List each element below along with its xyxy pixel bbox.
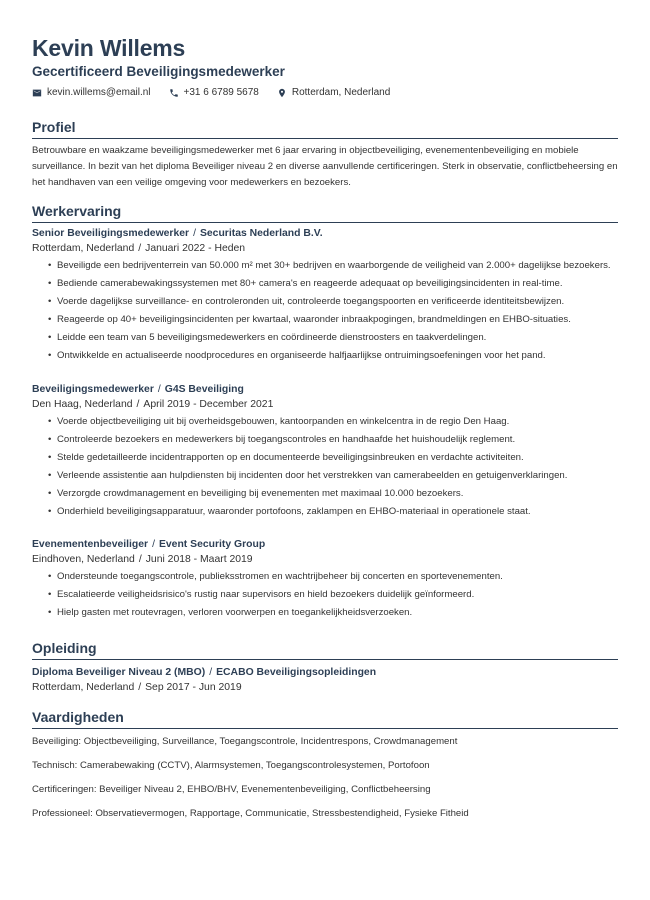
resume-page xyxy=(32,0,618,820)
map-pin-icon xyxy=(277,88,287,98)
job-bullet: • Verzorgde crowdmanagement en beveiliging bij evenementen met maximaal 10.000 bezoekers. xyxy=(48,487,618,501)
section-title-skills: Vaardigheden xyxy=(32,709,618,729)
education-school: ECABO Beveiligingsopleidingen xyxy=(216,667,377,678)
skill-line: Certificeringen: Beveiliger Niveau 2, EHBO/BHV, Evenementenbeveiliging, Conflictbeheersing xyxy=(32,784,431,795)
job-meta: Eindhoven, Nederland / Juni 2018 - Maart 2019 xyxy=(32,553,253,565)
section-title-profile: Profiel xyxy=(32,119,618,139)
profile-summary: Betrouwbare en waakzame beveiligingsmedewerker met 6 jaar ervaring in objectbeveiliging, evenementenbeveiliging en mobiele surveillance. In bezit van het diploma Beveiliger niveau 2 en diverse aanvullende certificeringen. Sterk in observatie, conflictbeheersing en het handhaven van een veilige omgeving voor medewerkers en bezoekers. xyxy=(32,145,618,188)
contact-phone-text: +31 6 6789 5678 xyxy=(183,87,259,98)
job-bullet: • Reageerde op 40+ beveiligingsincidenten per kwartaal, waaronder inbraakpogingen, brandmeldingen en EHBO-situaties. xyxy=(48,313,618,327)
candidate-headline: Gecertificeerd Beveiligingsmedewerker xyxy=(32,64,285,79)
job-location: Rotterdam, Nederland xyxy=(32,243,135,255)
job-period: Januari 2022 - Heden xyxy=(145,243,246,255)
job-bullets xyxy=(32,570,618,620)
job-meta: Rotterdam, Nederland / Januari 2022 - Heden xyxy=(32,243,246,255)
job-bullet: • Voerde dagelijkse surveillance- en controleronden uit, controleerde toegangspoorten en verificeerde identiteitsbewijzen. xyxy=(48,295,618,309)
job-period: April 2019 - December 2021 xyxy=(143,398,274,410)
skill-line: Professioneel: Observatievermogen, Rapportage, Communicatie, Stressbestendigheid, Fysieke Fitheid xyxy=(32,808,469,819)
job-bullet: • Leidde een team van 5 beveiligingsmedewerkers en coördineerde dienstroosters en taakverdelingen. xyxy=(48,331,618,345)
contact-email[interactable] xyxy=(32,87,151,99)
job-bullets xyxy=(32,259,618,363)
job-entry xyxy=(32,383,618,519)
skills-section xyxy=(32,709,618,820)
education-header: Diploma Beveiliger Niveau 2 (MBO) / ECABO Beveiligingsopleidingen xyxy=(32,667,377,678)
job-company: Securitas Nederland B.V. xyxy=(199,228,323,240)
profile-section xyxy=(32,119,618,190)
section-title-experience: Werkervaring xyxy=(32,203,618,223)
job-bullet: • Voerde objectbeveiliging uit bij overheidsgebouwen, kantoorpanden en winkelcentra in de regio Den Haag. xyxy=(48,415,618,429)
job-bullet: • Onderhield beveiligingsapparatuur, waaronder portofoons, zaklampen en EHBO-materiaal in operationele staat. xyxy=(48,505,618,519)
job-bullet: • Ondersteunde toegangscontrole, publieksstromen en wachtrijbeheer bij concerten en sportevenementen. xyxy=(48,570,618,584)
job-bullets xyxy=(32,415,618,519)
skill-line: Beveiliging: Objectbeveiliging, Surveillance, Toegangscontrole, Incidentrespons, Crowdmanagement xyxy=(32,736,458,747)
job-header: Senior Beveiligingsmedewerker / Securitas Nederland B.V. xyxy=(32,228,323,240)
job-role: Senior Beveiligingsmedewerker xyxy=(32,228,190,240)
job-bullet: • Hielp gasten met routevragen, verloren voorwerpen en toegankelijkheidsverzoeken. xyxy=(48,606,618,620)
job-header: Evenementenbeveiliger / Event Security Group xyxy=(32,538,266,550)
contact-location-text: Rotterdam, Nederland xyxy=(291,87,391,98)
education-degree: Diploma Beveiliger Niveau 2 (MBO) xyxy=(32,667,206,678)
contact-email-text: kevin.willems@email.nl xyxy=(47,87,151,98)
job-bullet: • Verleende assistentie aan hulpdiensten bij incidenten door het verstrekken van camerabeelden en getuigenverklaringen. xyxy=(48,469,618,483)
contact-bar xyxy=(32,87,618,99)
contact-phone[interactable] xyxy=(169,87,259,99)
education-meta: Rotterdam, Nederland / Sep 2017 - Jun 2019 xyxy=(32,682,242,693)
job-location: Eindhoven, Nederland xyxy=(32,553,135,565)
phone-icon xyxy=(169,88,179,98)
education-section xyxy=(32,640,618,695)
job-bullet: • Stelde gedetailleerde incidentrapporten op en documenteerde beveiligingsinbreuken en verdachte activiteiten. xyxy=(48,451,618,465)
candidate-name: Kevin Willems xyxy=(32,35,186,61)
job-role: Evenementenbeveiliger xyxy=(32,538,149,550)
job-bullet: • Controleerde bezoekers en medewerkers bij toegangscontroles en handhaafde het huishoudelijk reglement. xyxy=(48,433,618,447)
education-entry xyxy=(32,666,618,695)
job-period: Juni 2018 - Maart 2019 xyxy=(145,553,253,565)
job-entry xyxy=(32,538,618,620)
skill-line: Technisch: Camerabewaking (CCTV), Alarmsystemen, Toegangscontrolesystemen, Portofoon xyxy=(32,760,430,771)
envelope-icon xyxy=(32,88,42,98)
experience-section xyxy=(32,203,618,620)
job-bullet: • Bediende camerabewakingssystemen met 80+ camera's en reageerde adequaat op beveiligingsincidenten in real-time. xyxy=(48,277,618,291)
education-location: Rotterdam, Nederland xyxy=(32,682,135,693)
job-company: G4S Beveiliging xyxy=(164,383,244,395)
job-role: Beveiligingsmedewerker xyxy=(32,383,154,395)
job-bullet: • Escalatieerde veiligheidsrisico's rustig naar supervisors en hield bezoekers duidelijk geïnformeerd. xyxy=(48,588,618,602)
job-bullet: • Ontwikkelde en actualiseerde noodprocedures en organiseerde halfjaarlijkse ontruimingsoefeningen voor het pand. xyxy=(48,349,618,363)
job-bullet: • Beveiligde een bedrijventerrein van 50.000 m² met 30+ bedrijven en waarborgende de veiligheid van 2.000+ dagelijkse bezoekers. xyxy=(48,259,618,273)
job-entry xyxy=(32,227,618,363)
resume-header xyxy=(32,36,618,99)
job-meta: Den Haag, Nederland / April 2019 - December 2021 xyxy=(32,398,274,410)
job-location: Den Haag, Nederland xyxy=(32,398,133,410)
job-company: Event Security Group xyxy=(158,538,266,550)
education-period: Sep 2017 - Jun 2019 xyxy=(145,682,242,693)
contact-location xyxy=(277,87,390,99)
section-title-education: Opleiding xyxy=(32,640,618,660)
job-header: Beveiligingsmedewerker / G4S Beveiliging xyxy=(32,383,244,395)
